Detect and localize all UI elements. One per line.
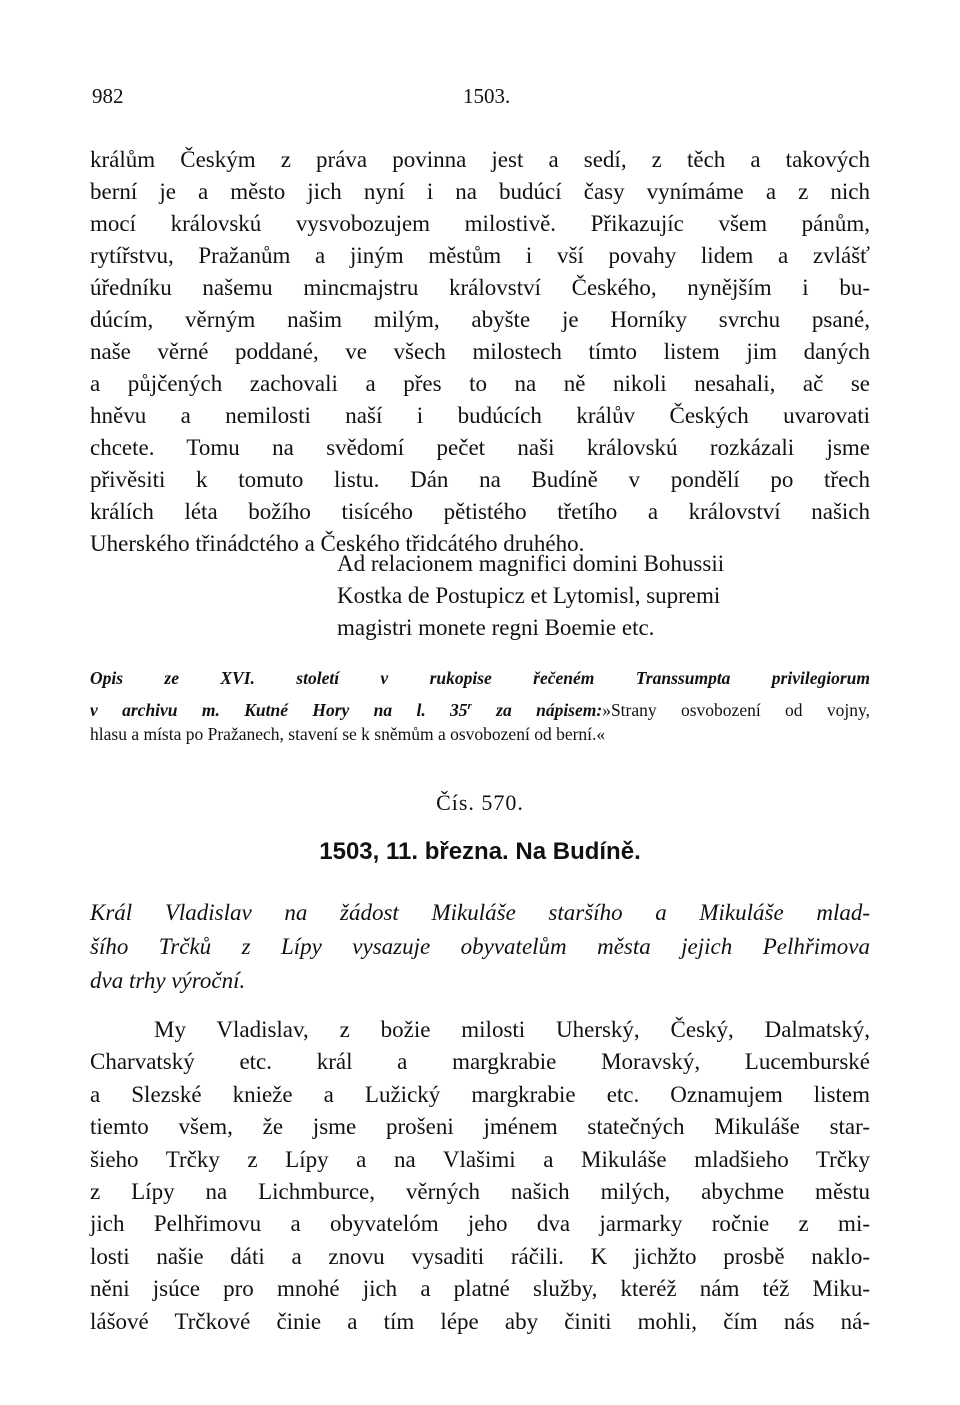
page-number: 982 — [92, 84, 124, 108]
text-line: králům Českým z práva povinna jest a sedí, z těch a takových — [90, 147, 870, 172]
text-line: losti našie dáti a znovu vysaditi ráčili. K jichžto prosbě naklo- — [90, 1243, 870, 1269]
running-header-year: 1503. — [463, 84, 511, 108]
text-line: jich Pelhřimovu a obyvatelóm jeho dva jarmarky ročnie z mi- — [90, 1211, 870, 1237]
regest-line: dva trhy výroční. — [90, 968, 246, 993]
regest-line: Král Vladislav na žádost Mikuláše staršího a Mikuláše mlad- — [90, 900, 870, 925]
text-line: lášové Trčkové činie a tím lépe aby činiti mohli, čím nás ná- — [90, 1308, 870, 1334]
source-note-line: Opis ze XVI. století v rukopise řečeném Transsumpta privilegiorum — [90, 668, 870, 688]
text-line: dúcím, věrným našim milým, abyšte je Horníky svrchu psané, — [90, 307, 870, 332]
text-line: chcete. Tomu na svědomí pečet naši královskú rozkázali jsme — [90, 435, 870, 460]
source-note-italic: v archivu m. Kutné Hory na l. 35 — [90, 699, 468, 720]
text-line: My Vladislav, z božie milosti Uherský, Český, Dalmatský, — [154, 1017, 870, 1042]
text-line: mocí královskú vysvobozujem milostivě. Přikazujíc všem pánům, — [90, 211, 870, 236]
attestation-line: magistri monete regni Boemie etc. — [337, 615, 655, 640]
attestation-line: Ad relacionem magnifici domini Bohussii — [337, 551, 725, 576]
text-line: šieho Trčky z Lípy a na Vlašimi a Mikuláše mladšieho Trčky — [90, 1146, 870, 1172]
text-line: hněvu a nemilosti naší i budúcích králův Českých uvarovati — [90, 403, 870, 428]
document-number: Čís. 570. — [436, 790, 524, 815]
text-line: rytířstvu, Pražanům a jiným městům i vší povahy lidem a zvlášť — [90, 243, 870, 268]
text-line: něni jsúce pro mnohé jich a platné služby, kteréž nám též Miku- — [90, 1276, 870, 1302]
source-note-italic: za nápisem: — [471, 699, 603, 720]
page-header — [92, 84, 868, 114]
text-line: a Slezské knieže a Lužický margkrabie etc. Oznamujem listem — [90, 1081, 870, 1107]
source-note-quote: »Strany osvobození od vojny, — [602, 699, 870, 720]
text-line: berní je a město jich nyní i na budúcí časy vynímáme a z nich — [90, 179, 870, 204]
text-line: naše věrné poddané, ve všech milostech tímto listem jim daných — [90, 339, 870, 364]
source-note-line — [90, 692, 870, 720]
text-line: tiemto všem, že jsme prošeni jménem statečných Mikuláše star- — [90, 1114, 870, 1140]
text-line: Uherského třinádctého a Českého třidcátého druhého. — [90, 531, 585, 556]
source-note-line: hlasu a místa po Pražanech, stavení se k sněmům a osvobození od berní.« — [90, 724, 606, 744]
text-line: a půjčených zachovali a přes to na ně nikoli nesahali, ač se — [90, 371, 870, 396]
text-line: úředníku našemu mincmajstru království Českého, nynějším i bu- — [90, 275, 870, 300]
text-line: Charvatský etc. král a margkrabie Moravský, Lucemburské — [90, 1049, 870, 1075]
regest-line: šího Trčků z Lípy vysazuje obyvatelům města jejich Pelhřimova — [90, 934, 870, 959]
attestation-note — [337, 548, 857, 644]
document-regest — [90, 896, 870, 998]
source-note — [90, 664, 870, 748]
document-body — [90, 1014, 870, 1338]
folio-superscript: r — [467, 700, 472, 712]
document-date: 1503, 11. března. Na Budíně. — [319, 838, 641, 865]
attestation-line: Kostka de Postupicz et Lytomisl, supremi — [337, 583, 721, 608]
text-line: přivěsiti k tomuto listu. Dán na Budíně v pondělí po třech — [90, 467, 870, 492]
continuation-paragraph — [90, 144, 870, 560]
text-line: z Lípy na Lichmburce, věrných našich milých, abychme městu — [90, 1178, 870, 1204]
text-line: králích léta božího tisícého pětistého třetího a království našich — [90, 499, 870, 524]
